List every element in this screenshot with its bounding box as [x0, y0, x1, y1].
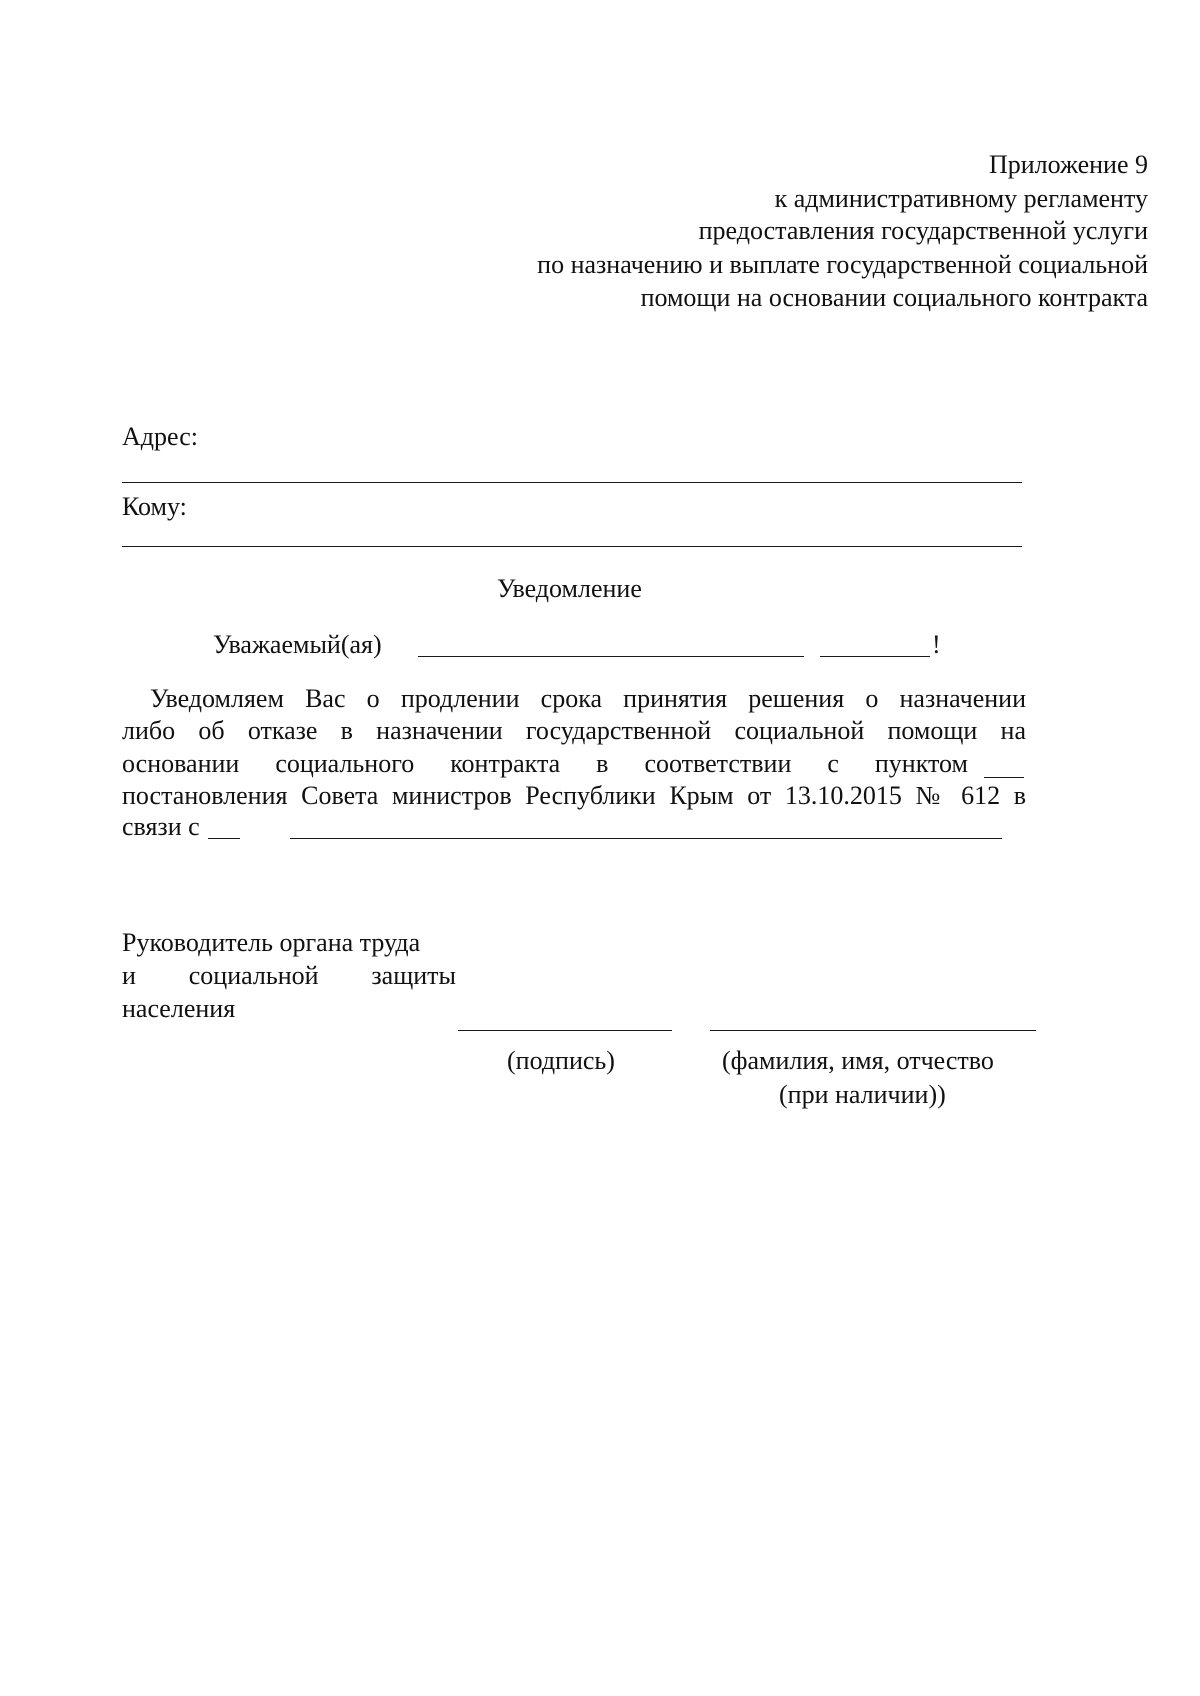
reason-field-line[interactable]	[290, 838, 1002, 839]
body-line-1: Уведомляем Вас о продлении срока принятия решения о назначении	[150, 684, 1026, 713]
appendix-line-contract: помощи на основании социального контракта	[640, 283, 1148, 312]
full-name-line[interactable]	[710, 1030, 1036, 1031]
notice-title: Уведомление	[497, 574, 642, 603]
body-line-5: связи с	[122, 812, 200, 841]
position-line-1: Руководитель органа труда	[122, 928, 421, 957]
appendix-line-assignment: по назначению и выплате государственной социальной	[537, 250, 1148, 279]
full-name-caption-note: (при наличии))	[779, 1080, 946, 1109]
appendix-number: Приложение 9	[988, 150, 1148, 179]
signature-caption: (подпись)	[507, 1046, 615, 1075]
signature-line[interactable]	[458, 1030, 672, 1031]
position-line-3: населения	[122, 994, 236, 1023]
position-line-2: и социальной защиты	[122, 961, 456, 990]
reason-short-line[interactable]	[208, 838, 240, 839]
address-field-line[interactable]	[122, 482, 1022, 483]
body-line-2: либо об отказе в назначении государственной социальной помощи на	[122, 716, 1026, 745]
recipient-name-line[interactable]	[418, 656, 804, 657]
body-line-4: постановления Совета министров Республики Крым от 13.10.2015 № 612 в	[122, 781, 1026, 810]
appendix-line-service: предоставления государственной услуги	[698, 216, 1148, 245]
full-name-caption: (фамилия, имя, отчество	[722, 1046, 994, 1075]
greeting-exclamation: !	[932, 630, 941, 659]
appendix-line-regulation: к административному регламенту	[774, 184, 1148, 213]
greeting-label: Уважаемый(ая)	[213, 630, 382, 659]
recipient-patronymic-line[interactable]	[820, 656, 930, 657]
recipient-label: Кому:	[122, 492, 187, 521]
body-line-3: основании социального контракта в соответствии с пунктом	[122, 749, 968, 778]
clause-number-line[interactable]	[984, 777, 1024, 778]
recipient-field-line[interactable]	[122, 546, 1022, 547]
address-label: Адрес:	[122, 422, 198, 451]
